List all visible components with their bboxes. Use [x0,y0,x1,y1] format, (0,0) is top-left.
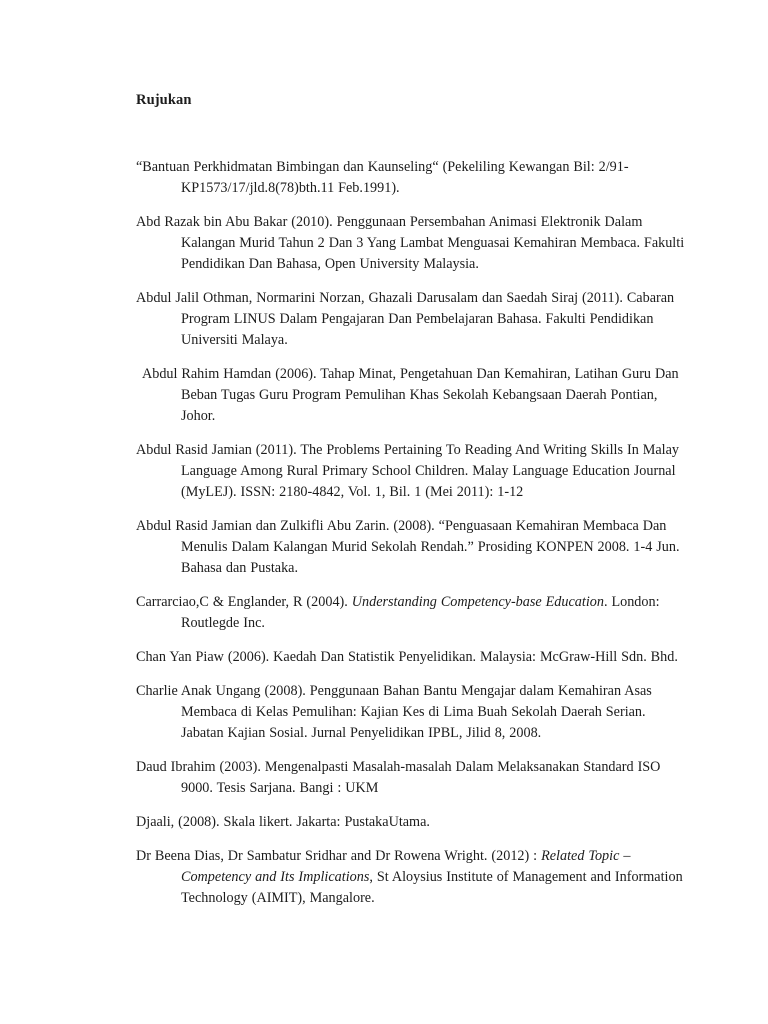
reference-entry [136,516,692,579]
reference-text: Carrarciao,C & Englander, R (2004). [136,594,352,610]
reference-text: Charlie Anak Ungang (2008). Penggunaan Bahan Bantu Mengajar dalam Kemahiran Asas Membaca di Kelas Pemulihan: Kajian Kes di Lima Buah Sekolah Daerah Serian. Jabatan Kajian Sosial. Jurnal Penyelidikan IPBL, Jilid 8, 2008. [136,683,652,741]
reference-text-tail: , St Aloysius Institute of Management and Information Technology (AIMIT), Mangalore. [181,869,683,906]
reference-text-tail: . London: Routlegde Inc. [181,594,660,631]
reference-entry [136,812,692,833]
reference-text: Abdul Rahim Hamdan (2006). Tahap Minat, Pengetahuan Dan Kemahiran, Latihan Guru Dan Beban Tugas Guru Program Pemulihan Khas Sekolah Kebangsaan Daerah Pontian, Johor. [142,366,679,424]
reference-text: Daud Ibrahim (2003). Mengenalpasti Masalah-masalah Dalam Melaksanakan Standard ISO 9000. Tesis Sarjana. Bangi : UKM [136,759,661,796]
reference-text: Abd Razak bin Abu Bakar (2010). Penggunaan Persembahan Animasi Elektronik Dalam Kalangan Murid Tahun 2 Dan 3 Yang Lambat Menguasai Kemahiran Membaca. Fakulti Pendidikan Dan Bahasa, Open University Malaysia. [136,214,685,272]
reference-entry [136,212,692,275]
reference-entry [136,592,692,634]
reference-entry [136,647,692,668]
reference-text: Abdul Jalil Othman, Normarini Norzan, Ghazali Darusalam dan Saedah Siraj (2011). Cabaran Program LINUS Dalam Pengajaran Dan Pembelajaran Bahasa. Fakulti Pendidikan Universiti Malaya. [136,290,675,348]
reference-text: “Bantuan Perkhidmatan Bimbingan dan Kaunseling“ (Pekeliling Kewangan Bil: 2/91-KP1573/17/jld.8(78)bth.11 Feb.1991). [136,159,629,196]
reference-entry [136,681,692,744]
reference-text: Dr Beena Dias, Dr Sambatur Sridhar and Dr Rowena Wright. (2012) : [136,848,542,864]
section-heading: Rujukan [136,92,192,108]
reference-entry [136,757,692,799]
reference-text: Abdul Rasid Jamian (2011). The Problems Pertaining To Reading And Writing Skills In Malay Language Among Rural Primary School Children. Malay Language Education Journal (MyLEJ). ISSN: 2180-4842, Vol. 1, Bil. 1 (Mei 2011): 1-12 [136,442,679,500]
reference-italic-title: Related Topic – Competency and Its Implications [181,848,631,885]
reference-italic-title: Understanding Competency-base Education [351,594,604,610]
reference-entry [136,440,692,503]
reference-text: Chan Yan Piaw (2006). Kaedah Dan Statistik Penyelidikan. Malaysia: McGraw-Hill Sdn. Bhd. [136,649,678,665]
reference-text: Djaali, (2008). Skala likert. Jakarta: PustakaUtama. [136,814,430,830]
reference-entry [136,157,692,199]
reference-entry [142,364,692,427]
reference-entry [136,846,692,909]
reference-entry [136,288,692,351]
reference-text: Abdul Rasid Jamian dan Zulkifli Abu Zarin. (2008). “Penguasaan Kemahiran Membaca Dan Menulis Dalam Kalangan Murid Sekolah Rendah.” Prosiding KONPEN 2008. 1-4 Jun. Bahasa dan Pustaka. [136,518,680,576]
reference-list [136,157,692,922]
